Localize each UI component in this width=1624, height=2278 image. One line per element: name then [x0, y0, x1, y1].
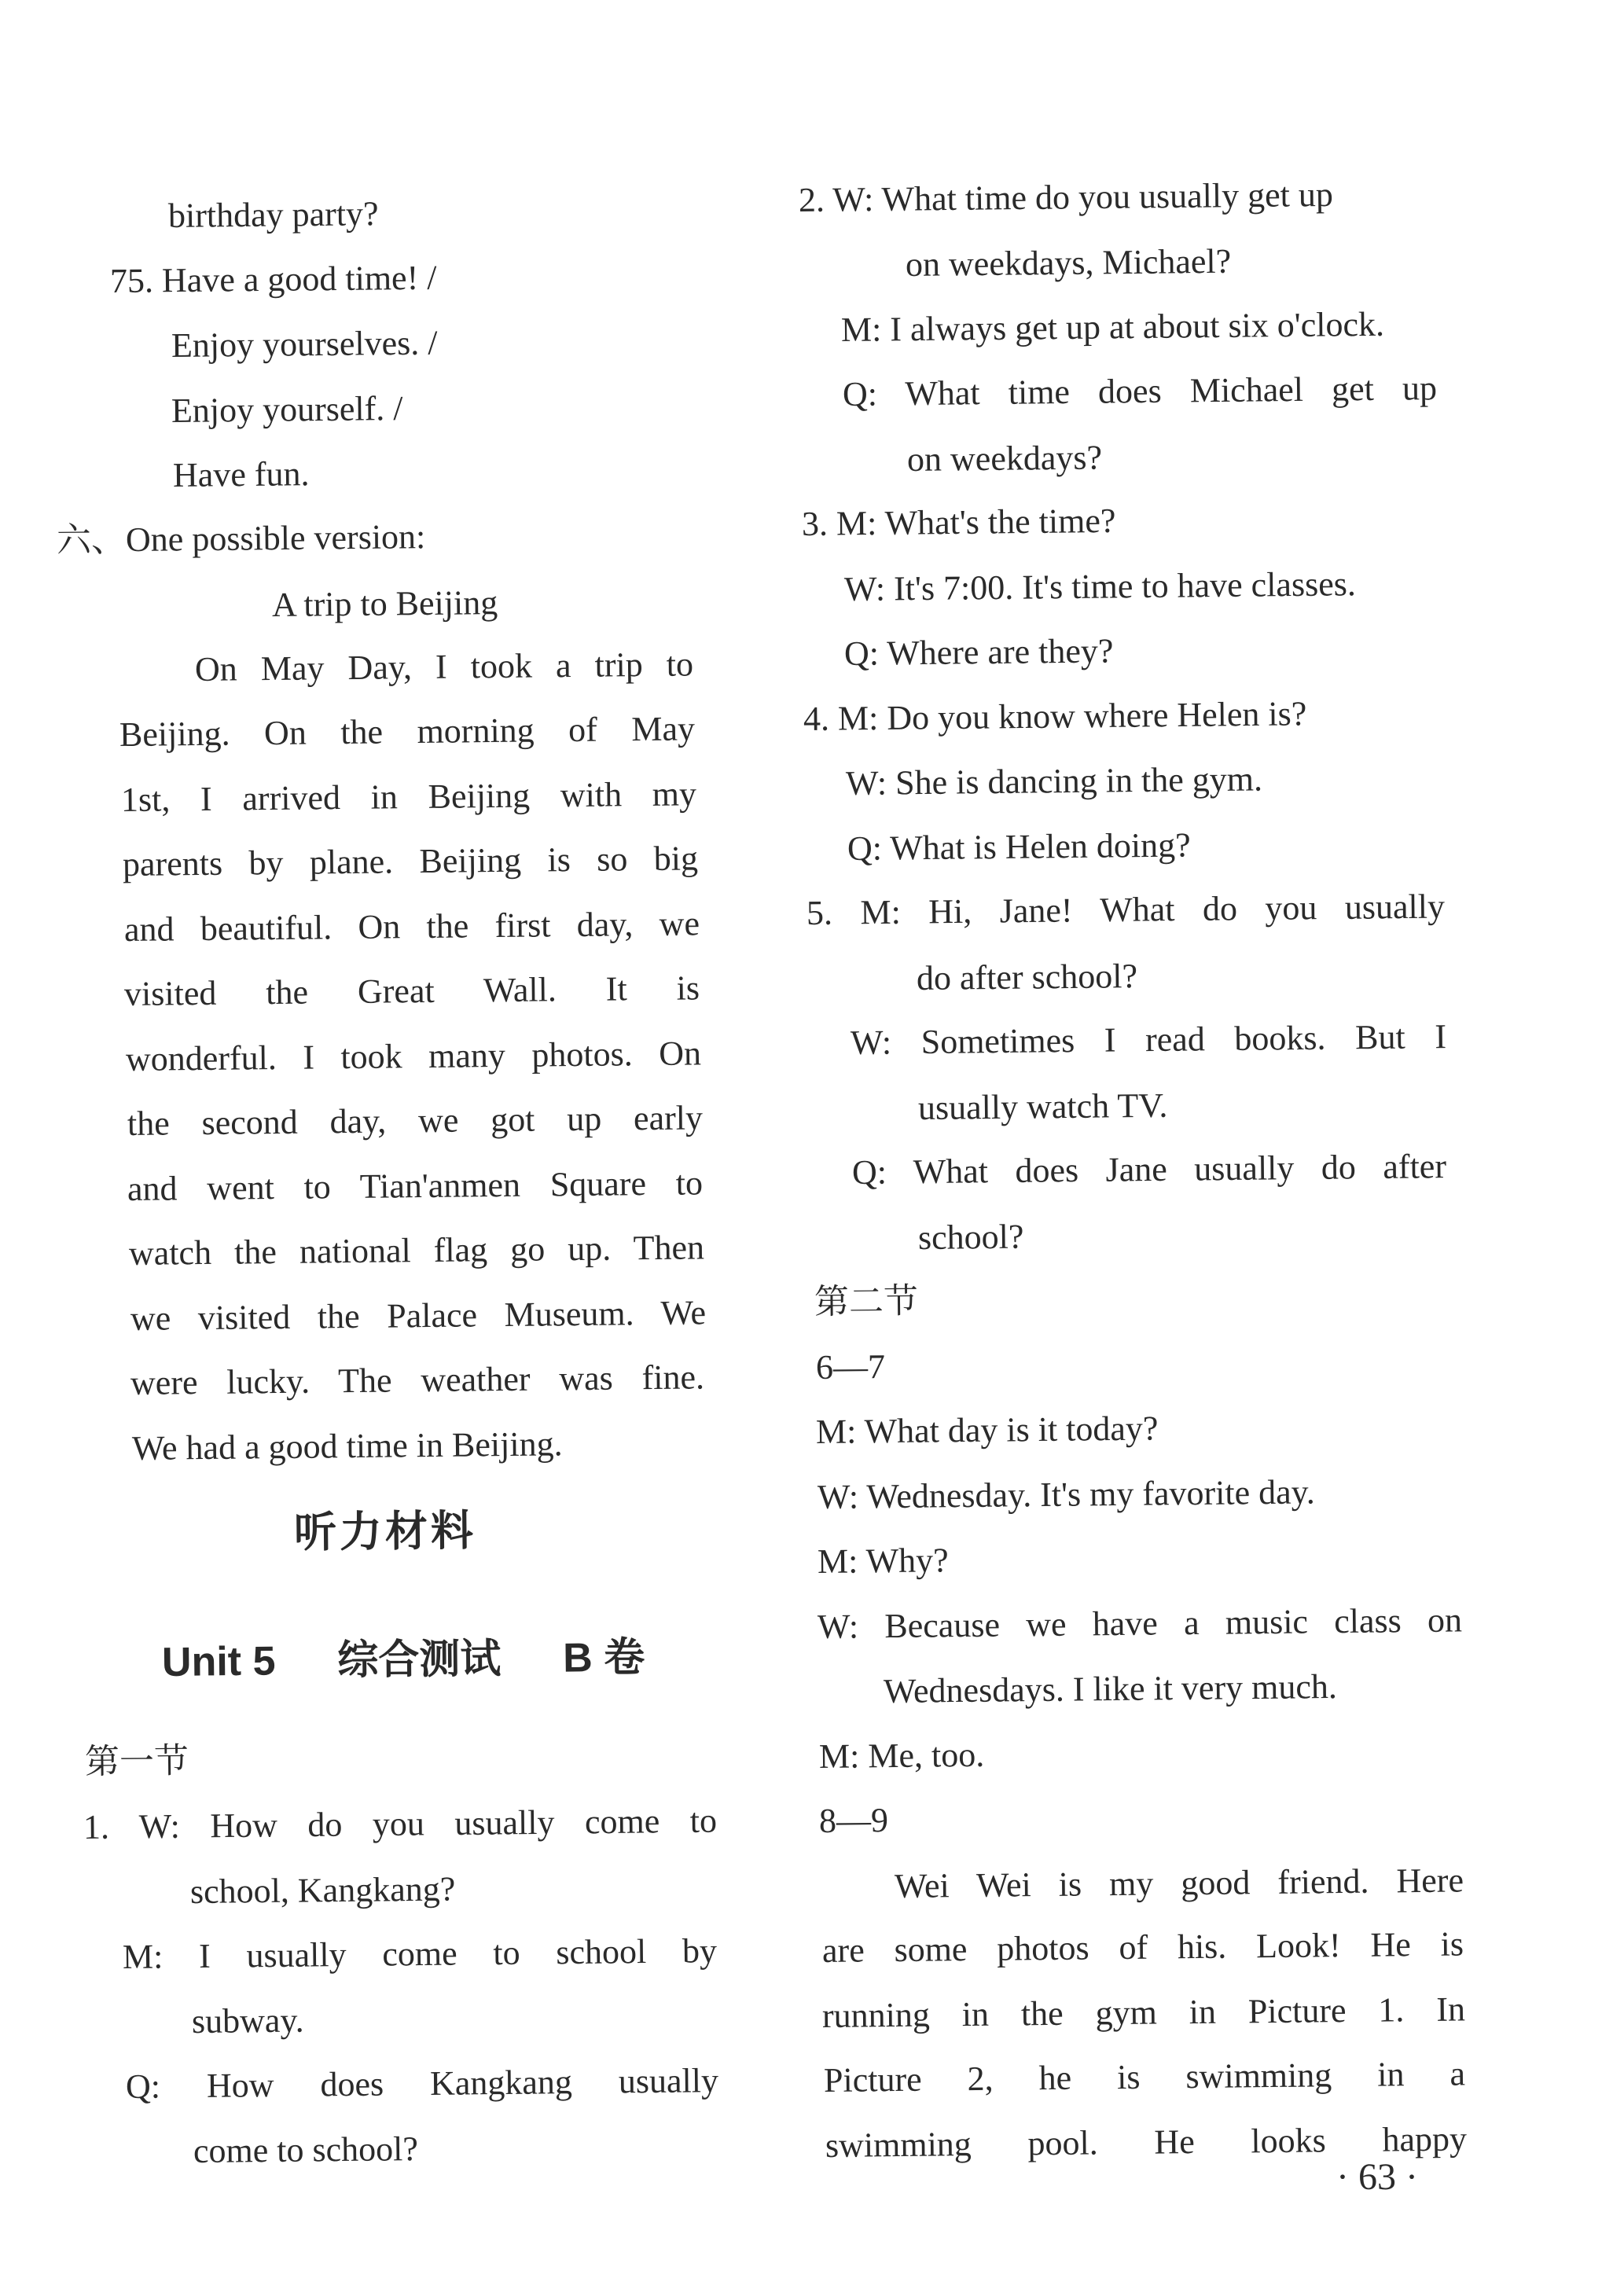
text-line: birthday party? — [167, 194, 379, 235]
passage-line: running in the gym in Picture 1. In — [821, 1990, 1466, 2035]
unit-label: Unit 5 — [161, 1638, 276, 1685]
essay-line: We had a good time in Beijing. — [131, 1424, 563, 1468]
dialogue-line: Q: How does Kangkang usually — [125, 2061, 719, 2106]
dialogue-line: school, Kangkang? — [189, 1869, 456, 1911]
essay-line: and beautiful. On the first day, we — [123, 904, 700, 949]
text-line: Enjoy yourselves. / — [171, 323, 438, 365]
text-line: Have fun. — [172, 454, 310, 494]
dialogue-line: M: I always get up at about six o'clock. — [840, 304, 1385, 349]
essay-line: 1st, I arrived in Beijing with my — [120, 774, 697, 819]
dialogue-line: Q: What does Jane usually do after — [851, 1147, 1447, 1192]
dialogue-line: 4. M: Do you know where Helen is? — [803, 694, 1307, 738]
essay-line: parents by plane. Beijing is so big — [122, 839, 699, 884]
dialogue-line: 5. M: Hi, Jane! What do you usually — [806, 887, 1446, 932]
essay-line: and went to Tian'anmen Square to — [127, 1163, 704, 1208]
unit-heading — [162, 1630, 645, 1690]
listening-material-heading: 听力材料 — [293, 1507, 477, 1556]
dialogue-line: W: It's 7:00. It's time to have classes. — [843, 564, 1357, 608]
dialogue-line: Q: What is Helen doing? — [847, 825, 1191, 868]
dialogue-line: 1. W: How do you usually come to — [83, 1801, 718, 1846]
essay-line: we visited the Palace Museum. We — [130, 1293, 707, 1338]
dialogue-line: M: Why? — [817, 1541, 949, 1581]
page-number: · 63 · — [1336, 2156, 1418, 2198]
essay-line: On May Day, I took a trip to — [194, 645, 694, 689]
dialogue-line: school? — [917, 1217, 1024, 1257]
essay-line: watch the national flag go up. Then — [128, 1228, 705, 1273]
dialogue-line: Q: Where are they? — [843, 631, 1114, 673]
passage-line: Wei Wei is my good friend. Here — [894, 1861, 1464, 1905]
dialogue-line: W: Because we have a music class on — [817, 1600, 1463, 1646]
section-six-label: 六、One possible version: — [56, 517, 426, 560]
dialogue-line: usually watch TV. — [917, 1086, 1168, 1127]
item-range: 6—7 — [815, 1347, 886, 1387]
dialogue-line: on weekdays? — [906, 438, 1103, 479]
answer-75: 75. Have a good time! / — [109, 258, 437, 300]
dialogue-line: Wednesdays. I like it very much. — [883, 1666, 1338, 1710]
section-label: 第二节 — [814, 1281, 919, 1321]
dialogue-line: 3. M: What's the time? — [801, 501, 1116, 543]
dialogue-line: M: What day is it today? — [815, 1409, 1159, 1451]
unit-title: 综合测试 — [337, 1636, 502, 1684]
dialogue-line: M: I usually come to school by — [122, 1931, 718, 1976]
essay-line: visited the Great Wall. It is — [123, 968, 700, 1013]
item-range: 8—9 — [818, 1801, 889, 1840]
dialogue-line: W: Sometimes I read books. But I — [850, 1017, 1447, 1062]
unit-volume: B 卷 — [562, 1634, 645, 1681]
dialogue-line: do after school? — [916, 957, 1138, 998]
dialogue-line: M: Me, too. — [818, 1735, 985, 1776]
dialogue-line: come to school? — [193, 2129, 419, 2170]
essay-line: wonderful. I took many photos. On — [125, 1034, 702, 1078]
passage-line: swimming pool. He looks happy — [825, 2119, 1468, 2165]
passage-line: Picture 2, he is swimming in a — [823, 2054, 1466, 2100]
dialogue-line: Q: What time does Michael get up — [842, 369, 1438, 413]
passage-line: are some photos of his. Look! He is — [821, 1924, 1464, 1970]
dialogue-line: W: She is dancing in the gym. — [845, 759, 1263, 803]
section-label: 第一节 — [84, 1741, 189, 1781]
dialogue-line: subway. — [191, 2001, 304, 2041]
essay-line: were lucky. The weather was fine. — [130, 1358, 705, 1402]
essay-title: A trip to Beijing — [271, 582, 498, 624]
essay-line: Beijing. On the morning of May — [119, 709, 696, 754]
essay-line: the second day, we got up early — [127, 1098, 704, 1143]
dialogue-line: W: Wednesday. It's my favorite day. — [817, 1472, 1316, 1516]
text-line: Enjoy yourself. / — [171, 388, 403, 430]
dialogue-line: 2. W: What time do you usually get up — [798, 175, 1334, 219]
dialogue-line: on weekdays, Michael? — [905, 241, 1232, 284]
